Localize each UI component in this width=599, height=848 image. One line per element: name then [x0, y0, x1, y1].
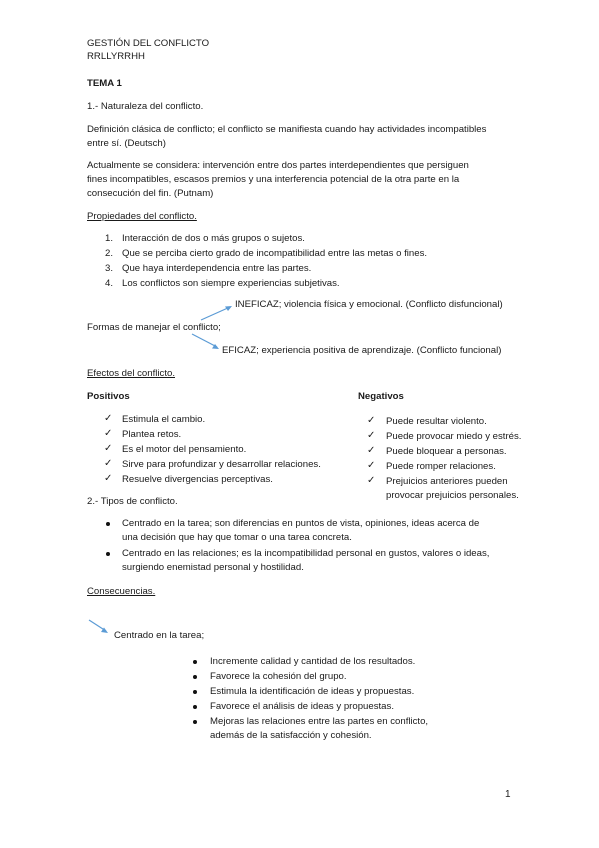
section1-title: 1.- Naturaleza del conflicto.: [87, 101, 204, 112]
section2-b2-line2: surgiendo enemistad personal y hostilidad.: [122, 562, 304, 573]
list-item: Puede romper relaciones.: [386, 461, 496, 472]
check-icon: ✓: [367, 415, 376, 426]
arrow-icon: [200, 304, 234, 322]
check-icon: ✓: [367, 445, 376, 456]
list-item: Que se perciba cierto grado de incompatibilidad entre las metas o fines.: [122, 248, 428, 259]
check-icon: ✓: [104, 443, 113, 454]
section1-p2-line2: fines incompatibles, escasos premios y una interferencia potencial de la otra parte en la: [87, 174, 460, 185]
bullet-icon: [193, 705, 197, 709]
list-item: Incremente calidad y cantidad de los resultados.: [210, 656, 416, 667]
list-item: Los conflictos son siempre experiencias subjetivas.: [122, 278, 340, 289]
list-number: 2.: [105, 248, 114, 259]
list-item: Estimula el cambio.: [122, 414, 206, 425]
section2-title: 2.- Tipos de conflicto.: [87, 496, 178, 507]
consecuencias-sub: Centrado en la tarea;: [114, 630, 205, 641]
arrow-icon: [88, 619, 110, 635]
list-number: 4.: [105, 278, 114, 289]
check-icon: ✓: [104, 413, 113, 424]
consecuencias-heading: Consecuencias.: [87, 586, 156, 597]
list-item: Puede provocar miedo y estrés.: [386, 431, 522, 442]
list-number: 1.: [105, 233, 114, 244]
list-item: Mejoras las relaciones entre las partes en conflicto,: [210, 716, 429, 727]
bullet-icon: [193, 675, 197, 679]
check-icon: ✓: [104, 458, 113, 469]
formas-ineficaz: INEFICAZ; violencia física y emocional. (Conflicto disfuncional): [235, 299, 503, 310]
section1-p2-line1: Actualmente se considera: intervención entre dos partes interdependientes que persiguen: [87, 160, 469, 171]
arrow-icon: [191, 333, 221, 351]
section2-b1-line2: una decisión que hay que tomar o una tarea concreta.: [122, 532, 352, 543]
bullet-icon: [193, 690, 197, 694]
list-number: 3.: [105, 263, 114, 274]
check-icon: ✓: [367, 475, 376, 486]
section1-p1-line2: entre sí. (Deutsch): [87, 138, 166, 149]
list-item-continuation: provocar prejuicios personales.: [386, 490, 519, 501]
section2-b1-line1: Centrado en la tarea; son diferencias en puntos de vista, opiniones, ideas acerca de: [122, 518, 480, 529]
list-item: Puede resultar violento.: [386, 416, 487, 427]
list-item: Plantea retos.: [122, 429, 182, 440]
formas-label: Formas de manejar el conflicto;: [87, 322, 221, 333]
efectos-heading: Efectos del conflicto.: [87, 368, 175, 379]
list-item: Estimula la identificación de ideas y propuestas.: [210, 686, 415, 697]
bullet-icon: [106, 552, 110, 556]
list-item: Resuelve divergencias perceptivas.: [122, 474, 273, 485]
bullet-icon: [193, 720, 197, 724]
check-icon: ✓: [104, 473, 113, 484]
list-item: Es el motor del pensamiento.: [122, 444, 247, 455]
positivos-title: Positivos: [87, 391, 130, 402]
section2-b2-line1: Centrado en las relaciones; es la incompatibilidad personal en gustos, valores o ideas,: [122, 548, 490, 559]
list-item: Favorece la cohesión del grupo.: [210, 671, 347, 682]
list-item: Que haya interdependencia entre las partes.: [122, 263, 312, 274]
bullet-icon: [193, 660, 197, 664]
list-item: Sirve para profundizar y desarrollar relaciones.: [122, 459, 321, 470]
list-item: Interacción de dos o más grupos o sujetos.: [122, 233, 305, 244]
check-icon: ✓: [367, 460, 376, 471]
propiedades-heading: Propiedades del conflicto.: [87, 211, 197, 222]
list-item: Puede bloquear a personas.: [386, 446, 507, 457]
list-item-continuation: además de la satisfacción y cohesión.: [210, 730, 372, 741]
check-icon: ✓: [367, 430, 376, 441]
list-item: Favorece el análisis de ideas y propuestas.: [210, 701, 394, 712]
section1-p2-line3: consecución del fin. (Putnam): [87, 188, 214, 199]
formas-eficaz: EFICAZ; experiencia positiva de aprendizaje. (Conflicto funcional): [222, 345, 502, 356]
doc-header-subtitle: RRLLYRRHH: [87, 51, 145, 62]
section1-p1-line1: Definición clásica de conflicto; el conflicto se manifiesta cuando hay actividades incompatibles: [87, 124, 487, 135]
page-number: 1: [505, 789, 511, 800]
bullet-icon: [106, 522, 110, 526]
check-icon: ✓: [104, 428, 113, 439]
negativos-title: Negativos: [358, 391, 404, 402]
list-item: Prejuicios anteriores pueden: [386, 476, 508, 487]
doc-header-title: GESTIÓN DEL CONFLICTO: [87, 38, 210, 49]
tema-heading: TEMA 1: [87, 78, 122, 89]
